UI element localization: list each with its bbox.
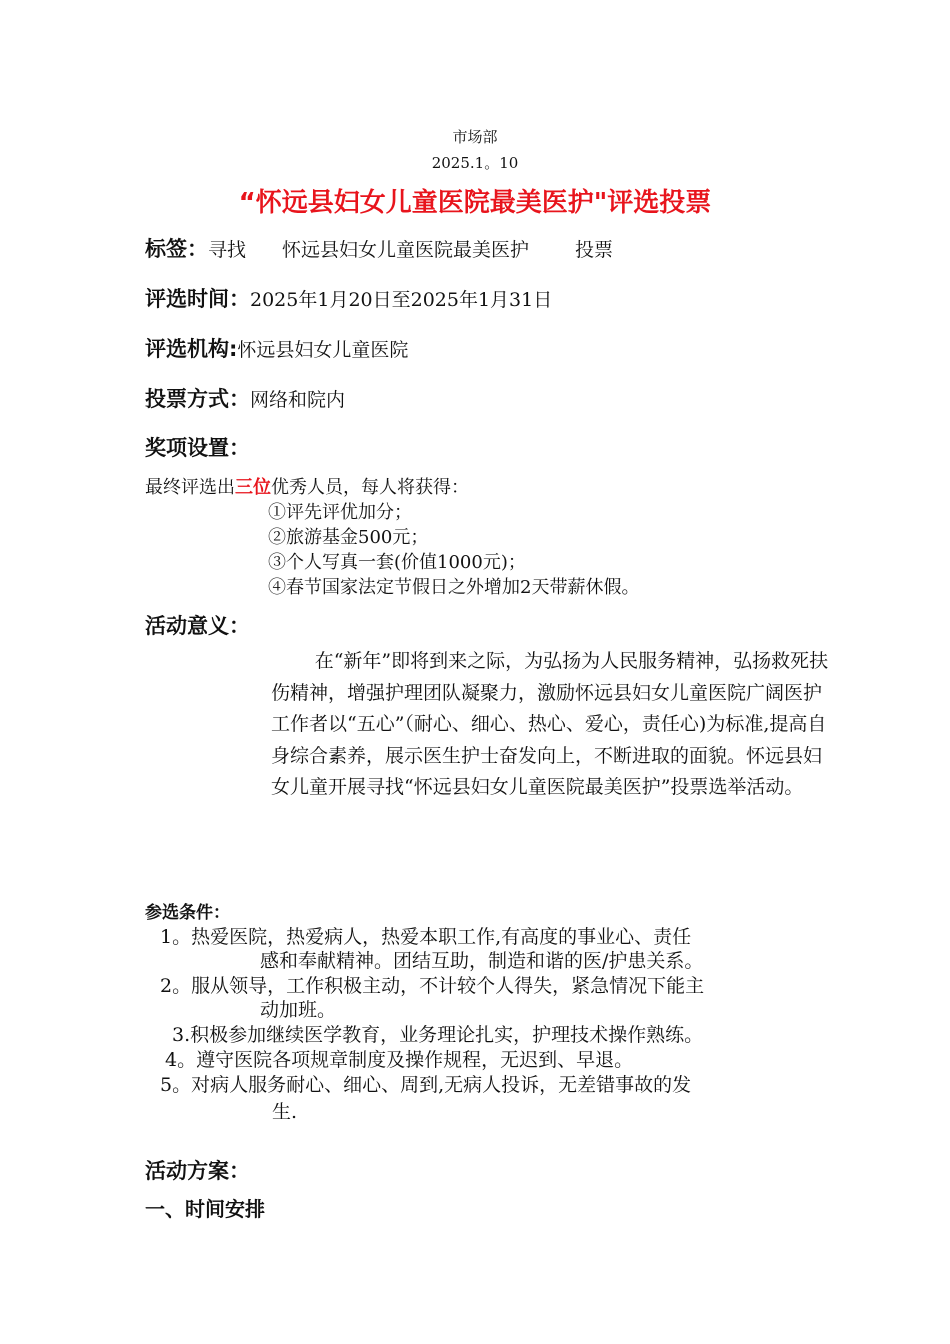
- plan-subheading: 一、时间安排: [145, 1197, 265, 1221]
- page-title: “怀远县妇女儿童医院最美医护"评选投票: [238, 188, 712, 218]
- condition-item-continued: 感和奉献精神。团结互助，制造和谐的医/护患关系。: [260, 950, 704, 972]
- awards-intro: [145, 473, 469, 499]
- plan-heading: 活动方案：: [145, 1159, 250, 1183]
- org-value: 怀远县妇女儿童医院: [237, 339, 409, 361]
- tags-row: [145, 233, 613, 263]
- meaning-paragraph: 在“新年”即将到来之际，为弘扬为人民服务精神，弘扬救死扶伤精神，增强护理团队凝聚力，激励怀远县妇女儿童医院广阔医护工作者以“五心”（耐心、细心、热心、爱心，责任心)为标准,提高自身综合素养，展示医生护士奋发向上，不断进取的面貌。怀远县妇女儿童开展寻找“怀远县妇女儿童医院最美医护”投票选举活动。: [271, 650, 829, 798]
- condition-item: 5。对病人服务耐心、细心、周到,无病人投诉，无差错事故的发: [160, 1074, 692, 1096]
- tag-item: 怀远县妇女儿童医院最美医护: [282, 239, 530, 261]
- condition-item: 4。遵守医院各项规章制度及操作规程，无迟到、早退。: [165, 1049, 634, 1071]
- condition-item-continued: 生.: [272, 1101, 298, 1123]
- condition-item: 3.积极参加继续医学教育，业务理论扎实，护理技术操作熟练。: [172, 1024, 704, 1046]
- tags-label: 标签：: [145, 237, 208, 261]
- document-date: 2025.1。10: [431, 154, 519, 172]
- condition-item-continued: 动加班。: [260, 999, 337, 1021]
- condition-item: 2。服从领导，工作积极主动，不计较个人得失，紧急情况下能主: [160, 975, 705, 997]
- award-item: ③个人写真一套(价值1000元)；: [268, 552, 526, 573]
- department: 市场部: [452, 128, 498, 146]
- org-row: [145, 333, 408, 363]
- awards-intro-text: 最终评选出: [145, 477, 235, 498]
- awards-heading: 奖项设置：: [145, 436, 250, 460]
- awards-count-highlight: 三位: [235, 477, 271, 498]
- tag-item: 寻找: [208, 239, 247, 261]
- award-item: ④春节国家法定节假日之外增加2天带薪休假。: [268, 577, 640, 598]
- tag-item: 投票: [575, 239, 614, 261]
- time-value: 2025年1月20日至2025年1月31日: [250, 289, 553, 311]
- time-label: 评选时间：: [145, 287, 250, 311]
- method-value: 网络和院内: [250, 389, 346, 411]
- org-label: 评选机构:: [145, 337, 238, 361]
- method-row: [145, 383, 345, 413]
- awards-intro-text: 优秀人员，每人将获得：: [271, 477, 469, 498]
- meaning-heading: 活动意义：: [145, 614, 250, 638]
- conditions-heading: 参选条件：: [145, 903, 230, 923]
- time-row: [145, 283, 552, 313]
- award-item: ①评先评优加分；: [268, 502, 412, 523]
- award-item: ②旅游基金500元；: [268, 527, 429, 548]
- condition-item: 1。热爱医院，热爱病人，热爱本职工作,有高度的事业心、责任: [160, 926, 692, 948]
- method-label: 投票方式：: [145, 387, 250, 411]
